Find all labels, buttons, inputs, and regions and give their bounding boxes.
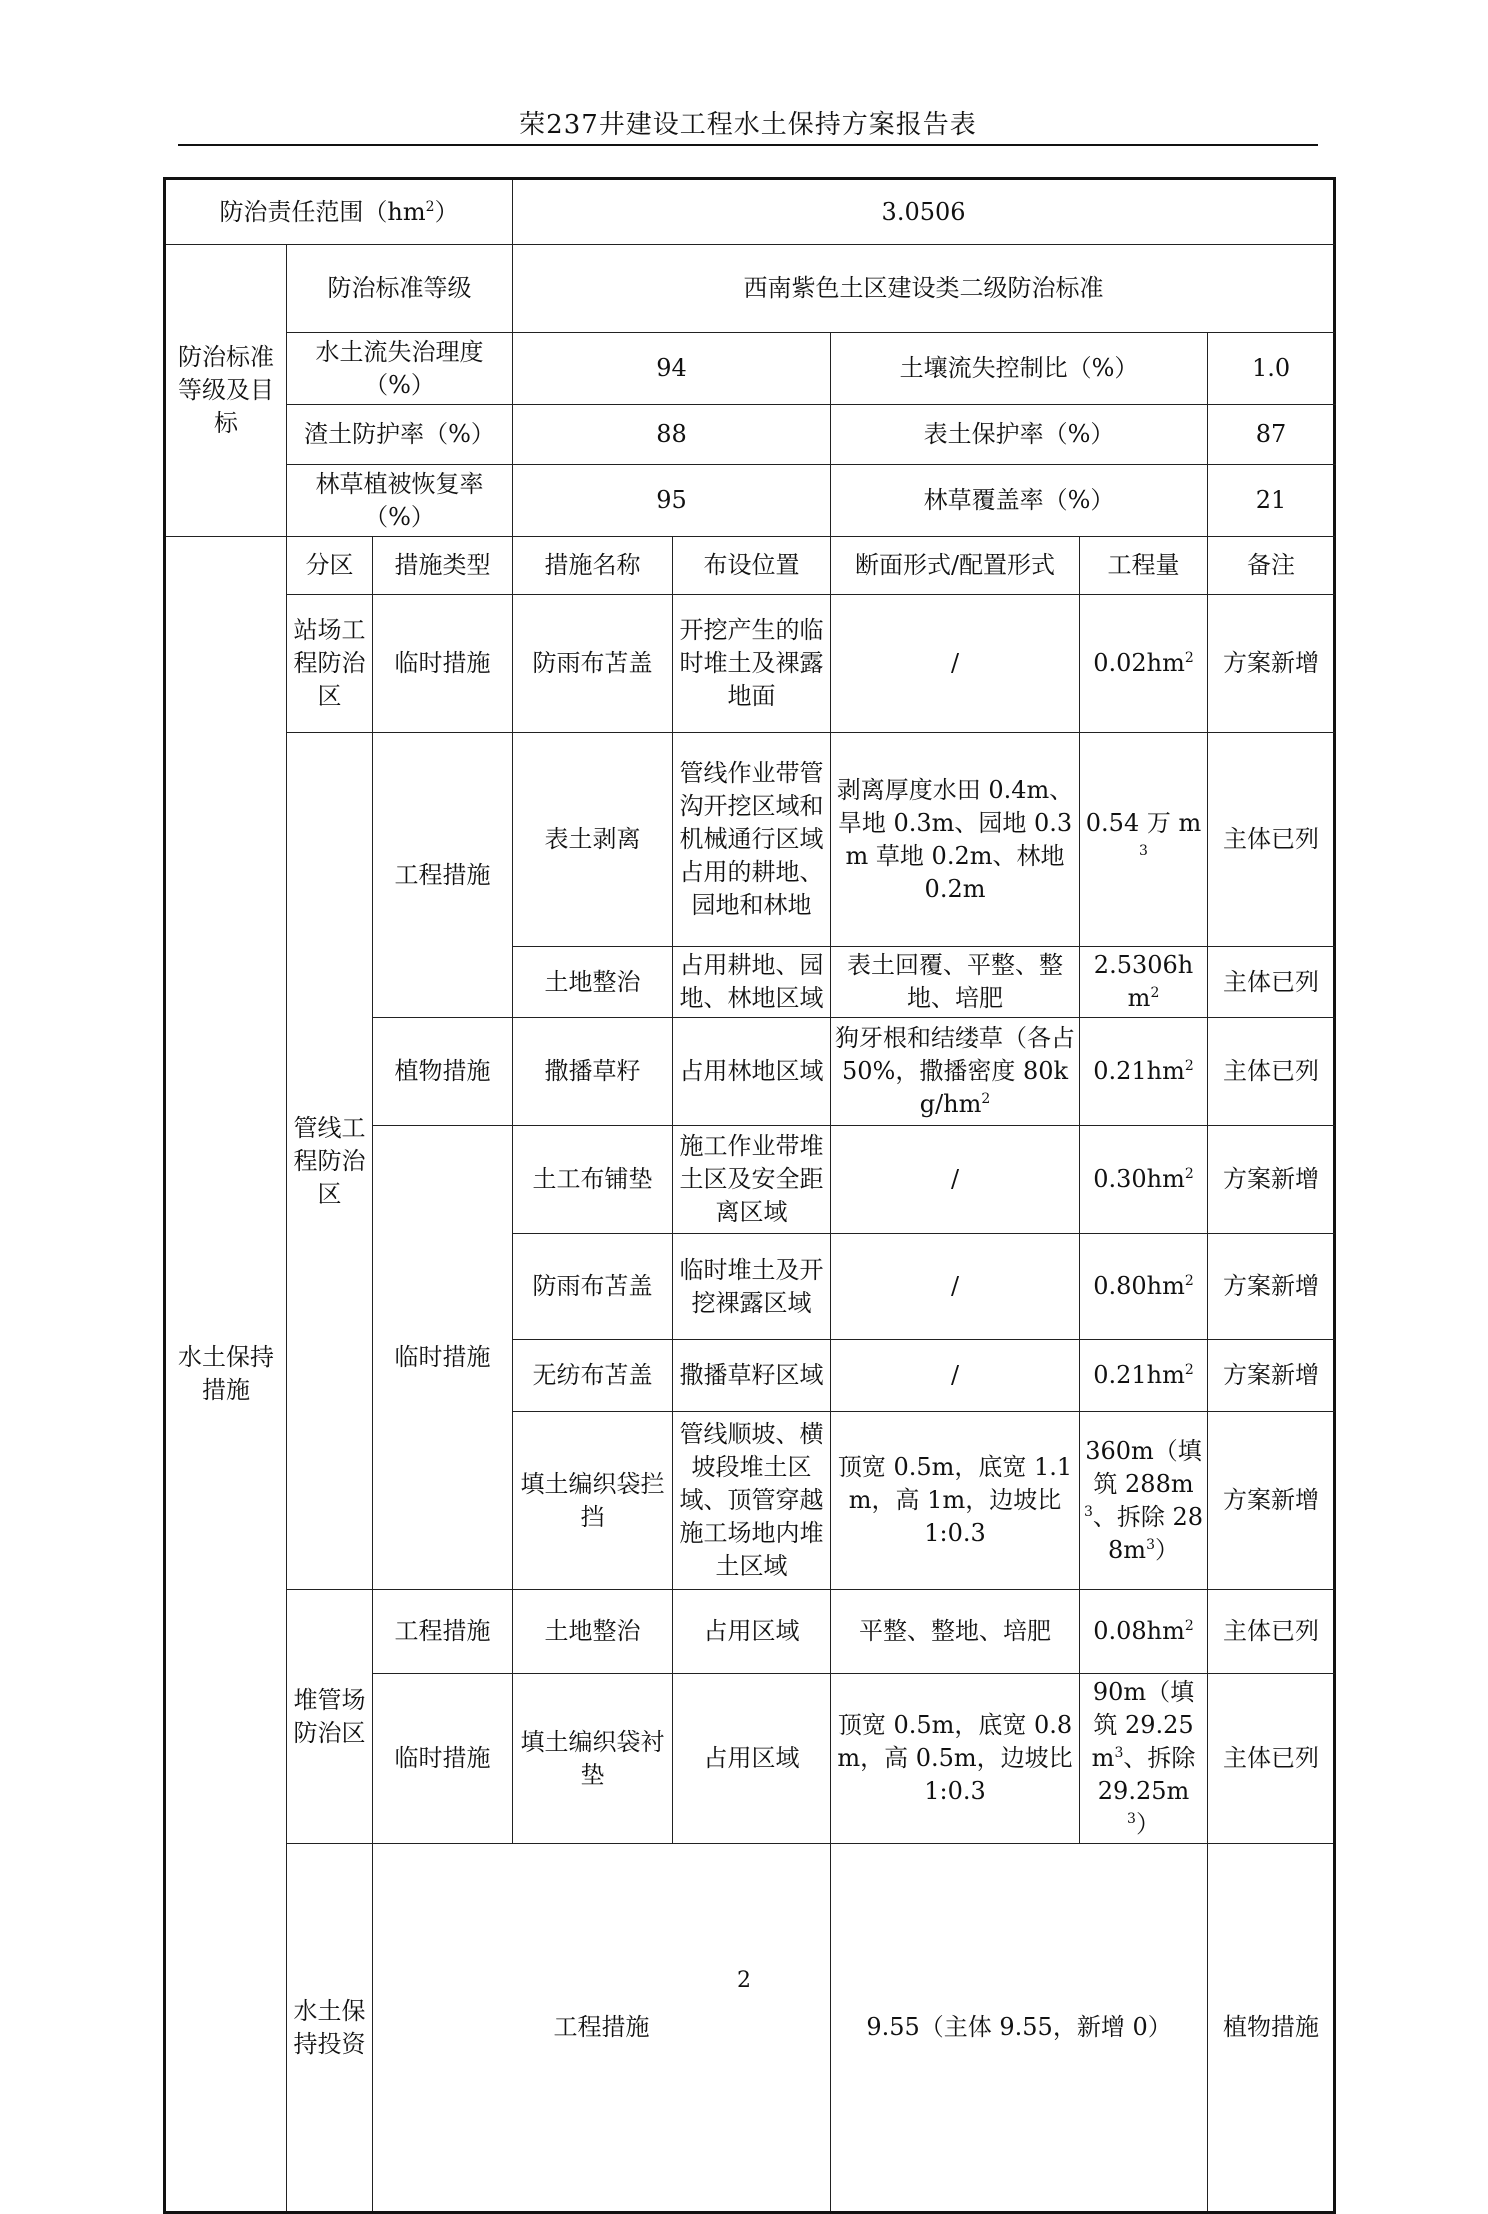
measure-qty: $2.5306hm^2$: [1080, 947, 1208, 1018]
measure-name: 防雨布苫盖: [513, 1234, 673, 1340]
measures-group-label: 水土保持措施: [165, 537, 287, 2213]
measure-qty: 360m（填筑 $288m^3$、拆除 $288m^3$）: [1080, 1412, 1208, 1590]
measure-form: 剥离厚度水田 0.4m、旱地 0.3m、园地 0.3m 草地 0.2m、林地 0.2m: [831, 733, 1080, 947]
measure-location: 撒播草籽区域: [673, 1340, 831, 1412]
column-header: 布设位置: [673, 537, 831, 595]
measure-form: 平整、整地、培肥: [831, 1590, 1080, 1674]
measure-note: 方案新增: [1208, 1340, 1335, 1412]
soil-conservation-table: [163, 177, 1336, 2214]
column-header: 备注: [1208, 537, 1335, 595]
scope-row: [165, 179, 1335, 245]
target-row: [165, 333, 1335, 405]
target-value: 95: [513, 465, 831, 537]
measure-note: 主体已列: [1208, 733, 1335, 947]
target-value: 88: [513, 405, 831, 465]
measure-note: 方案新增: [1208, 1412, 1335, 1590]
page-header-title: 荣237井建设工程水土保持方案报告表: [519, 110, 977, 140]
standard-grade-label: 防治标准等级: [287, 245, 513, 333]
standard-grade-value: 西南紫色土区建设类二级防治标准: [513, 245, 1335, 333]
measure-form: 表土回覆、平整、整地、培肥: [831, 947, 1080, 1018]
target-row: [165, 465, 1335, 537]
measure-location: 施工作业带堆土区及安全距离区域: [673, 1126, 831, 1234]
target-label: 林草植被恢复率（%）: [287, 465, 513, 537]
measure-form: 狗牙根和结缕草（各占 50%，撒播密度 $80kg/hm^2$: [831, 1018, 1080, 1126]
target-row: [165, 405, 1335, 465]
target-value: 21: [1208, 465, 1335, 537]
measure-note: 主体已列: [1208, 1590, 1335, 1674]
column-header: 断面形式/配置形式: [831, 537, 1080, 595]
measure-row: [165, 595, 1335, 733]
measure-location: 占用区域: [673, 1590, 831, 1674]
measure-location: 开挖产生的临时堆土及裸露地面: [673, 595, 831, 733]
target-value: 87: [1208, 405, 1335, 465]
measure-qty: $0.08hm^2$: [1080, 1590, 1208, 1674]
column-header: 分区: [287, 537, 373, 595]
investment-eng-value: 9.55（主体 9.55，新增 0）: [831, 1844, 1208, 2213]
measure-qty: $0.80hm^2$: [1080, 1234, 1208, 1340]
measure-note: 方案新增: [1208, 1126, 1335, 1234]
standard-group-label: 防治标准等级及目标: [165, 245, 287, 537]
measure-form: /: [831, 1234, 1080, 1340]
target-label: 渣土防护率（%）: [287, 405, 513, 465]
target-value: 1.0: [1208, 333, 1335, 405]
investment-eng-label: 工程措施: [373, 1844, 831, 2213]
measure-qty: $0.21hm^2$: [1080, 1018, 1208, 1126]
measure-form: /: [831, 595, 1080, 733]
measure-form: /: [831, 1340, 1080, 1412]
target-label: 表土保护率（%）: [831, 405, 1208, 465]
measure-form: 顶宽 0.5m，底宽 0.8m，高 0.5m，边坡比 1:0.3: [831, 1674, 1080, 1844]
measure-name: 防雨布苫盖: [513, 595, 673, 733]
header-rule: [178, 144, 1318, 146]
target-label: 水土流失治理度（%）: [287, 333, 513, 405]
measure-name: 填土编织袋拦挡: [513, 1412, 673, 1590]
measure-type: 临时措施: [373, 595, 513, 733]
zone-station: 站场工程防治区: [287, 595, 373, 733]
measure-location: 占用林地区域: [673, 1018, 831, 1126]
measure-note: 方案新增: [1208, 595, 1335, 733]
measure-location: 占用区域: [673, 1674, 831, 1844]
measure-name: 撒播草籽: [513, 1018, 673, 1126]
measure-note: 方案新增: [1208, 1234, 1335, 1340]
measure-qty: $0.21hm^2$: [1080, 1340, 1208, 1412]
measure-form: 顶宽 0.5m，底宽 1.1m，高 1m，边坡比 1:0.3: [831, 1412, 1080, 1590]
measure-location: 管线作业带管沟开挖区域和机械通行区域占用的耕地、园地和林地: [673, 733, 831, 947]
measure-row: [165, 733, 1335, 947]
measure-name: 表土剥离: [513, 733, 673, 947]
zone-pipeline: 管线工程防治区: [287, 733, 373, 1590]
measure-type: 临时措施: [373, 1674, 513, 1844]
measure-type: 工程措施: [373, 733, 513, 1018]
target-label: 土壤流失控制比（%）: [831, 333, 1208, 405]
target-label: 林草覆盖率（%）: [831, 465, 1208, 537]
measure-type: 工程措施: [373, 1590, 513, 1674]
measure-location: 管线顺坡、横坡段堆土区域、顶管穿越施工场地内堆土区域: [673, 1412, 831, 1590]
measure-qty: 90m（填筑 $29.25m^3$、拆除 $29.25m^3$）: [1080, 1674, 1208, 1844]
zone-storage: 堆管场防治区: [287, 1590, 373, 1844]
scope-label: 防治责任范围$(hm^2)$: [165, 179, 513, 245]
investment-row: [165, 1844, 1335, 2213]
measure-name: 土地整治: [513, 1590, 673, 1674]
investment-label: 水土保持投资: [287, 1844, 373, 2213]
column-header: 工程量: [1080, 537, 1208, 595]
measure-type: 临时措施: [373, 1126, 513, 1590]
page-number: 2: [737, 1968, 751, 1993]
measure-note: 主体已列: [1208, 947, 1335, 1018]
target-value: 94: [513, 333, 831, 405]
scope-value: 3.0506: [513, 179, 1335, 245]
measure-name: 填土编织袋衬垫: [513, 1674, 673, 1844]
measure-location: 占用耕地、园地、林地区域: [673, 947, 831, 1018]
measure-row: [165, 1590, 1335, 1674]
investment-plant-label: 植物措施: [1208, 1844, 1335, 2213]
measure-form: /: [831, 1126, 1080, 1234]
measure-note: 主体已列: [1208, 1674, 1335, 1844]
measure-name: 土地整治: [513, 947, 673, 1018]
measure-qty: $0.30hm^2$: [1080, 1126, 1208, 1234]
measures-header-row: [165, 537, 1335, 595]
measure-name: 无纺布苫盖: [513, 1340, 673, 1412]
column-header: 措施名称: [513, 537, 673, 595]
measure-qty: 0.54 万 $m^3$: [1080, 733, 1208, 947]
column-header: 措施类型: [373, 537, 513, 595]
measure-location: 临时堆土及开挖裸露区域: [673, 1234, 831, 1340]
standard-grade-row: [165, 245, 1335, 333]
measure-name: 土工布铺垫: [513, 1126, 673, 1234]
measure-qty: $0.02hm^2$: [1080, 595, 1208, 733]
measure-note: 主体已列: [1208, 1018, 1335, 1126]
measure-type: 植物措施: [373, 1018, 513, 1126]
